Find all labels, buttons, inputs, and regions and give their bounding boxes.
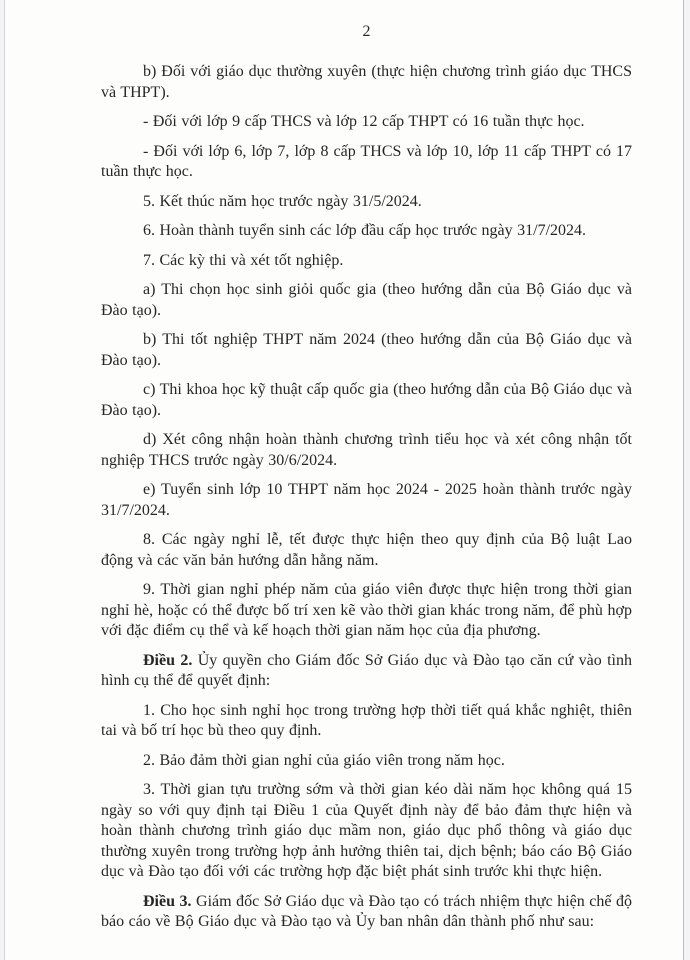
paragraph [101,430,632,471]
paragraph [101,221,632,242]
paragraph [101,892,632,933]
paragraph-text: - Đối với lớp 6, lớp 7, lớp 8 cấp THCS và lớp 10, lớp 11 cấp THPT có 17 tuần thực học. [101,142,632,180]
paragraph [101,580,632,642]
paragraph-text: Ủy quyền cho Giám đốc Sở Giáo dục và Đào tạo căn cứ vào tình hình cụ thể để quyết định: [101,651,632,689]
paragraph-text: 9. Thời gian nghỉ phép năm của giáo viên được thực hiện trong thời gian nghỉ hè, hoặc có thể được bố trí xen kẽ vào thời gian khác trong năm, để phù hợp với đặc điểm cụ thể và kế hoạch thời gian năm học của địa phương. [101,581,632,639]
document-page [4,0,684,960]
paragraph [101,330,632,371]
paragraph-list [101,62,632,933]
paragraph [101,651,632,692]
article-label: Điều 3. [143,892,192,910]
page-number: 2 [362,23,371,40]
paragraph-text: 3. Thời gian tựu trường sớm và thời gian kéo dài năm học không quá 15 ngày so với quy định tại Điều 1 của Quyết định này để bảo đảm thực hiện và hoàn thành chương trình giáo dục mầm non, giáo dục phổ thông và giáo dục thường xuyên trong trường hợp ảnh hưởng thiên tai, dịch bệnh; báo cáo Bộ Giáo dục và Đào tạo đối với các trường hợp đặc biệt phát sinh trước khi thực hiện. [101,781,632,880]
paragraph-text: c) Thi khoa học kỹ thuật cấp quốc gia (theo hướng dẫn của Bộ Giáo dục và Đào tạo). [101,381,632,419]
paragraph-text: b) Thi tốt nghiệp THPT năm 2024 (theo hướng dẫn của Bộ Giáo dục và Đào tạo). [101,331,632,369]
paragraph-text: e) Tuyển sinh lớp 10 THPT năm học 2024 - 2025 hoàn thành trước ngày 31/7/2024. [101,481,632,519]
paragraph-text: 1. Cho học sinh nghỉ học trong trường hợp thời tiết quá khắc nghiệt, thiên tai và bố trí học bù theo quy định. [101,701,632,739]
paragraph-text: 7. Các kỳ thi và xét tốt nghiệp. [143,251,344,269]
paragraph [101,251,632,272]
paragraph [101,280,632,321]
paragraph-text: d) Xét công nhận hoàn thành chương trình tiểu học và xét công nhận tốt nghiệp THCS trước ngày 30/6/2024. [101,431,632,469]
paragraph [101,530,632,571]
page-content [5,0,683,933]
paragraph [101,701,632,742]
paragraph-text: 6. Hoàn thành tuyển sinh các lớp đầu cấp học trước ngày 31/7/2024. [143,222,587,239]
paragraph [101,142,632,183]
paragraph-text: a) Thi chọn học sinh giỏi quốc gia (theo hướng dẫn của Bộ Giáo dục và Đào tạo). [101,281,632,319]
paragraph [101,192,632,213]
paragraph [101,780,632,883]
paragraph-text: - Đối với lớp 9 cấp THCS và lớp 12 cấp THPT có 16 tuần thực học. [143,113,585,130]
paragraph-text: 5. Kết thúc năm học trước ngày 31/5/2024. [143,192,422,210]
paragraph-text: b) Đối với giáo dục thường xuyên (thực hiện chương trình giáo dục THCS và THPT). [101,63,632,101]
paragraph-text: 2. Bảo đảm thời gian nghỉ của giáo viên trong năm học. [143,751,505,769]
paragraph [101,751,632,772]
paragraph [101,480,632,521]
paragraph [101,380,632,421]
paragraph [101,62,632,103]
paragraph [101,112,632,133]
paragraph-text: Giám đốc Sở Giáo dục và Đào tạo có trách nhiệm thực hiện chế độ báo cáo về Bộ Giáo dục và Đào tạo và Ủy ban nhân dân thành phố như sau: [101,892,632,930]
article-label: Điều 2. [143,651,193,669]
paragraph-text: 8. Các ngày nghỉ lễ, tết được thực hiện theo quy định của Bộ luật Lao động và các văn bản hướng dẫn hằng năm. [101,531,632,569]
